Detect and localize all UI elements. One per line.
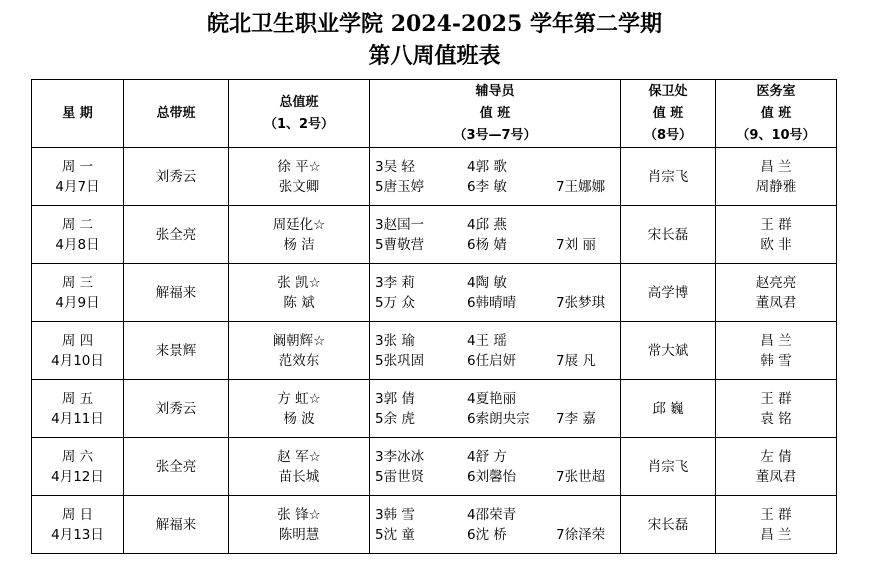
general-name: 解福来 [155,284,197,301]
duty-name-2: 陈明慧 [278,526,320,543]
counselor-7: 7展 凡 [556,352,596,369]
counselor-4: 4邵荣青 [467,506,517,523]
security-cell [621,322,716,380]
date-label: 4月7日 [55,178,100,195]
weekday-label: 周 六 [61,448,94,465]
counselor-3: 3赵国一 [375,216,425,233]
counselor-cell [370,322,621,380]
clinic-name-2: 董凤君 [755,294,797,311]
header-security-numbers: （8号） [643,127,693,143]
counselor-cell [370,380,621,438]
counselor-6: 6李 敏 [467,178,507,195]
counselor-6: 6韩晴晴 [467,294,517,311]
duty-name-2: 张文卿 [278,178,320,195]
counselor-7: 7李 嘉 [556,410,596,427]
clinic-name-1: 昌 兰 [760,158,792,175]
table-row [32,380,837,438]
duty-name-1: 周廷化☆ [272,216,326,233]
counselor-6: 6刘馨怡 [467,468,517,485]
counselor-5: 5沈 童 [375,526,415,543]
weekday-label: 周 二 [61,216,94,233]
header-security-label: 保卫处 [648,83,688,99]
security-name: 高学博 [647,284,689,301]
counselor-3: 3郭 倩 [375,390,415,407]
general-name: 来景辉 [155,342,197,359]
duty-cell [229,148,370,206]
clinic-cell [716,438,837,496]
header-security-sub: 值 班 [652,105,684,121]
date-label: 4月12日 [51,468,104,485]
security-name: 常大斌 [647,342,689,359]
duty-cell [229,496,370,554]
counselor-5: 5余 虎 [375,410,415,427]
clinic-name-1: 左 倩 [760,448,792,465]
clinic-name-2: 袁 铭 [760,410,792,427]
clinic-name-2: 昌 兰 [760,526,792,543]
security-cell [621,206,716,264]
weekday-label: 周 一 [61,158,94,175]
counselor-3: 3韩 雪 [375,506,415,523]
header-counselor [370,80,621,148]
general-cell [124,148,229,206]
weekday-cell [32,496,124,554]
duty-cell [229,438,370,496]
header-counselor-label: 辅导员 [475,83,515,99]
duty-name-2: 陈 斌 [283,294,315,311]
general-name: 张全亮 [155,226,197,243]
counselor-6: 6索朗央宗 [467,410,530,427]
weekday-label: 周 三 [61,274,94,291]
date-label: 4月13日 [51,526,104,543]
duty-cell [229,206,370,264]
counselor-4: 4邱 燕 [467,216,507,233]
table-row [32,206,837,264]
general-cell [124,264,229,322]
counselor-6: 6杨 婧 [467,236,507,253]
clinic-name-2: 欧 非 [760,236,792,253]
header-counselor-sub: 值 班 [479,105,511,121]
date-label: 4月9日 [55,294,100,311]
counselor-3: 3吴 轻 [375,158,415,175]
header-general-label: 总带班 [156,105,196,121]
clinic-name-1: 昌 兰 [760,332,792,349]
header-general [124,80,229,148]
date-label: 4月8日 [55,236,100,253]
counselor-4: 4舒 方 [467,448,507,465]
table-row [32,148,837,206]
duty-cell [229,264,370,322]
weekday-cell [32,264,124,322]
counselor-7: 7张梦琪 [556,294,606,311]
document-subtitle: 第八周值班表 [368,43,501,69]
general-cell [124,206,229,264]
header-duty [229,80,370,148]
clinic-cell [716,148,837,206]
duty-name-1: 阚朝辉☆ [272,332,326,349]
duty-name-1: 方 虹☆ [277,390,321,407]
duty-name-2: 范效东 [278,352,320,369]
counselor-6: 6任启妍 [467,352,517,369]
security-name: 邱 巍 [652,400,684,417]
clinic-cell [716,496,837,554]
clinic-name-2: 韩 雪 [760,352,792,369]
security-name: 肖宗飞 [647,168,689,185]
weekday-label: 周 日 [61,506,94,523]
general-name: 张全亮 [155,458,197,475]
table-row [32,496,837,554]
security-name: 宋长磊 [647,226,689,243]
duty-name-1: 徐 平☆ [277,158,321,175]
counselor-5: 5张巩固 [375,352,425,369]
header-clinic-numbers: （9、10号） [736,127,816,143]
counselor-7: 7王娜娜 [556,178,606,195]
weekday-label: 周 四 [61,332,94,349]
clinic-name-1: 王 群 [760,390,792,407]
counselor-cell [370,264,621,322]
duty-cell [229,380,370,438]
table-row [32,264,837,322]
counselor-7: 7刘 丽 [556,236,596,253]
security-cell [621,380,716,438]
general-name: 刘秀云 [155,168,197,185]
security-cell [621,148,716,206]
security-cell [621,496,716,554]
counselor-cell [370,438,621,496]
duty-name-2: 苗长城 [278,468,320,485]
header-clinic-label: 医务室 [756,83,796,99]
counselor-5: 5雷世贤 [375,468,425,485]
duty-name-1: 赵 军☆ [277,448,321,465]
header-weekday-label: 星 期 [62,105,93,121]
duty-cell [229,322,370,380]
counselor-cell [370,496,621,554]
counselor-3: 3李 莉 [375,274,415,291]
date-label: 4月10日 [51,352,104,369]
duty-name-1: 张 凯☆ [277,274,321,291]
counselor-4: 4陶 敏 [467,274,507,291]
counselor-5: 5曹敬营 [375,236,425,253]
security-cell [621,438,716,496]
clinic-name-2: 董凤君 [755,468,797,485]
duty-name-1: 张 锋☆ [277,506,321,523]
security-cell [621,264,716,322]
header-clinic-sub: 值 班 [760,105,792,121]
clinic-name-1: 赵亮亮 [755,274,797,291]
security-name: 肖宗飞 [647,458,689,475]
general-cell [124,322,229,380]
clinic-cell [716,206,837,264]
weekday-cell [32,206,124,264]
counselor-4: 4夏艳丽 [467,390,517,407]
header-row [32,80,837,148]
weekday-label: 周 五 [61,390,94,407]
clinic-name-1: 王 群 [760,506,792,523]
duty-name-2: 杨 洁 [283,236,315,253]
weekday-cell [32,438,124,496]
counselor-4: 4郭 歌 [467,158,507,175]
clinic-cell [716,380,837,438]
weekday-cell [32,322,124,380]
header-weekday [32,80,124,148]
weekday-cell [32,148,124,206]
date-label: 4月11日 [51,410,104,427]
general-cell [124,380,229,438]
header-security [621,80,716,148]
duty-roster-table [31,79,837,554]
weekday-cell [32,380,124,438]
counselor-5: 5唐玉婷 [375,178,425,195]
header-counselor-numbers: （3号—7号） [453,127,537,143]
clinic-name-2: 周静雅 [755,178,797,195]
header-duty-label: 总值班 [279,94,319,110]
general-cell [124,438,229,496]
counselor-3: 3张 瑜 [375,332,415,349]
general-cell [124,496,229,554]
table-row [32,438,837,496]
clinic-cell [716,322,837,380]
security-name: 宋长磊 [647,516,689,533]
counselor-4: 4王 瑶 [467,332,507,349]
title-block [0,8,869,72]
header-clinic [716,80,837,148]
counselor-7: 7张世超 [556,468,606,485]
general-name: 解福来 [155,516,197,533]
counselor-3: 3李冰冰 [375,448,425,465]
clinic-name-1: 王 群 [760,216,792,233]
duty-name-2: 杨 波 [283,410,315,427]
counselor-cell [370,206,621,264]
header-duty-numbers: （1、2号） [263,116,335,132]
document-title: 皖北卫生职业学院 2024-2025 学年第二学期 [207,11,662,37]
counselor-7: 7徐泽荣 [556,526,606,543]
counselor-cell [370,148,621,206]
table-row [32,322,837,380]
counselor-5: 5万 众 [375,294,415,311]
counselor-6: 6沈 桥 [467,526,507,543]
clinic-cell [716,264,837,322]
general-name: 刘秀云 [155,400,197,417]
